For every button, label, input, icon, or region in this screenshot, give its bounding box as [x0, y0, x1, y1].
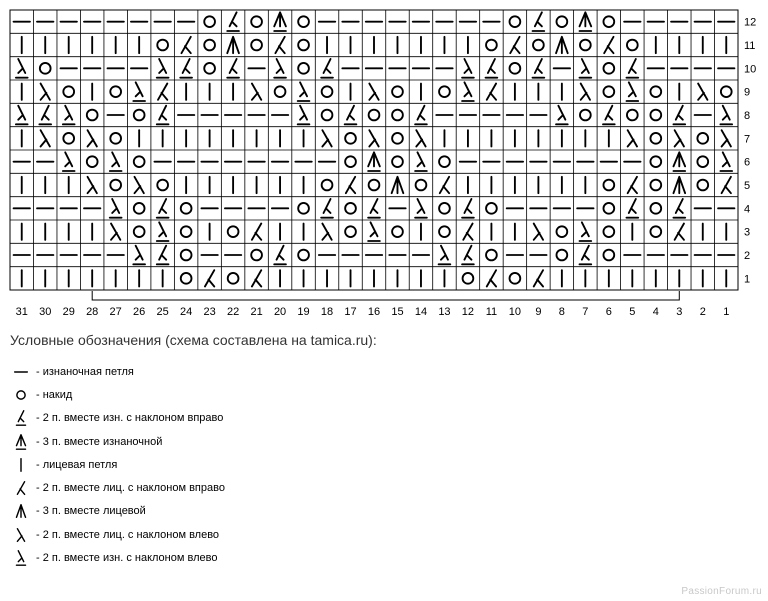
column-number: 24 — [180, 306, 193, 318]
row-number: 5 — [744, 180, 751, 192]
column-number: 2 — [699, 306, 706, 318]
column-number: 31 — [15, 306, 28, 318]
legend-item — [12, 430, 225, 453]
row-number: 4 — [744, 203, 751, 216]
column-number: 30 — [39, 306, 52, 318]
column-number: 15 — [391, 306, 404, 318]
row-number: 7 — [744, 133, 751, 146]
row-number: 10 — [744, 63, 757, 76]
column-number: 1 — [723, 306, 730, 318]
column-number: 8 — [558, 306, 565, 318]
column-number: 21 — [250, 306, 263, 318]
column-number: 6 — [605, 306, 612, 318]
row-number: 1 — [744, 273, 751, 286]
column-number: 3 — [676, 306, 683, 318]
column-number: 29 — [62, 306, 75, 318]
p3tog-icon — [12, 433, 30, 451]
row-number: 2 — [744, 250, 751, 262]
legend-label: - 2 п. вместе лиц. с наклоном влево — [36, 528, 220, 541]
column-number: 17 — [344, 306, 357, 318]
column-number: 26 — [133, 306, 146, 318]
legend-label: - изнаночная петля — [36, 365, 134, 378]
row-number: 6 — [744, 156, 751, 169]
legend-label: - 3 п. вместе изнаночной — [36, 435, 163, 448]
column-number: 5 — [629, 306, 636, 318]
legend-item — [12, 500, 225, 523]
column-number: 14 — [414, 306, 428, 318]
column-number: 10 — [508, 306, 522, 318]
legend-item — [12, 523, 225, 546]
row-number: 3 — [744, 226, 751, 239]
row-number: 9 — [744, 86, 751, 99]
legend-label: - лицевая петля — [36, 458, 118, 471]
legend — [12, 360, 225, 570]
column-number: 25 — [156, 306, 169, 318]
p2tog-left-icon — [12, 549, 30, 567]
column-number: 18 — [320, 306, 334, 318]
purl-stitch-icon — [12, 363, 30, 381]
column-number: 11 — [485, 306, 498, 318]
column-number: 12 — [461, 306, 475, 318]
row-number: 12 — [744, 16, 757, 29]
legend-item — [12, 360, 225, 383]
column-number: 9 — [535, 306, 542, 318]
k2tog-left-icon — [12, 526, 30, 544]
column-number: 19 — [297, 306, 310, 318]
legend-item — [12, 407, 225, 430]
legend-label: - 2 п. вместе лиц. с наклоном вправо — [36, 482, 225, 495]
k2tog-right-icon — [12, 479, 30, 497]
legend-label: - 2 п. вместе изн. с наклоном влево — [36, 552, 218, 565]
yarn-over-icon — [12, 386, 30, 404]
legend-item — [12, 546, 225, 569]
knit-stitch-icon — [12, 456, 30, 474]
row-number: 11 — [744, 40, 756, 52]
column-number: 7 — [582, 306, 589, 318]
repeat-bracket — [92, 291, 679, 300]
legend-item — [12, 453, 225, 476]
legend-label: - 3 п. вместе лицевой — [36, 505, 146, 518]
k3tog-icon — [12, 502, 30, 520]
column-number: 22 — [226, 306, 240, 318]
row-number: 8 — [744, 110, 751, 122]
p2tog-right-icon — [12, 409, 30, 427]
column-number: 27 — [109, 306, 122, 318]
legend-item — [12, 383, 225, 406]
legend-item — [12, 476, 225, 499]
legend-title: Условные обозначения (схема составлена на tamica.ru): — [10, 332, 377, 348]
legend-label: - накид — [36, 388, 73, 401]
column-number: 16 — [367, 306, 381, 318]
watermark: PassionForum.ru — [681, 586, 762, 597]
column-number: 23 — [203, 306, 216, 318]
legend-label: - 2 п. вместе изн. с наклоном вправо — [36, 412, 224, 425]
column-number: 4 — [652, 306, 659, 318]
column-number: 28 — [86, 306, 99, 318]
column-number: 20 — [273, 306, 287, 318]
column-number: 13 — [438, 306, 451, 318]
